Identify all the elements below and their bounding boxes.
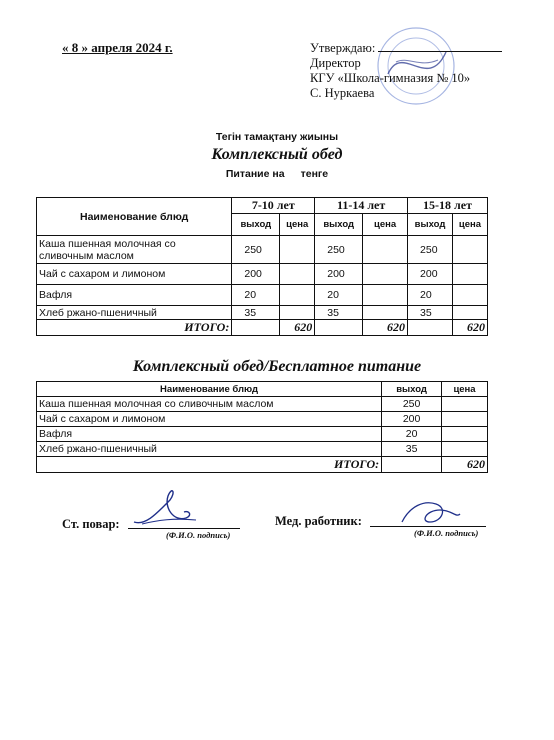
col-header-price: цена (452, 214, 487, 236)
total-label: ИТОГО: (37, 320, 232, 336)
total-label: ИТОГО: (37, 457, 382, 473)
approve-signature-line (378, 40, 502, 52)
age-group-header: 7-10 лет (232, 198, 315, 214)
dish-name: Вафля (37, 427, 382, 442)
dish-output: 250 (315, 236, 363, 264)
medic-label: Мед. работник: (275, 514, 362, 528)
dish-name: Вафля (37, 285, 232, 306)
dish-output: 250 (232, 236, 280, 264)
dish-price (280, 306, 315, 320)
menu-table-free (36, 381, 488, 473)
col-header-name: Наименование блюд (37, 382, 382, 397)
dish-output: 35 (408, 306, 453, 320)
dish-price (452, 285, 487, 306)
age-group-header: 11-14 лет (315, 198, 408, 214)
kazakh-title: Тегін тамақтану жиыны (215, 131, 339, 143)
dish-output: 200 (382, 412, 442, 427)
dish-price (280, 285, 315, 306)
total-price: 620 (363, 320, 408, 336)
approval-block (310, 40, 520, 101)
dish-price (280, 264, 315, 285)
dish-price (442, 412, 488, 427)
approver-name: С. Нуркаева (310, 86, 375, 100)
section-title: Комплексный обед/Бесплатное питание (132, 358, 422, 375)
price-line (0, 168, 554, 180)
dish-price (363, 236, 408, 264)
total-price: 620 (442, 457, 488, 473)
dish-name: Хлеб ржано-пшеничный (37, 442, 382, 457)
dish-price (280, 236, 315, 264)
table-row (37, 306, 488, 320)
table-row (37, 427, 488, 442)
total-row (37, 320, 488, 336)
medic-signature-caption: (Ф.И.О. подпись) (414, 528, 479, 538)
table-row (37, 285, 488, 306)
dish-price (442, 442, 488, 457)
col-header-name: Наименование блюд (37, 198, 232, 236)
cook-label: Ст. повар: (62, 517, 120, 531)
table-row (37, 412, 488, 427)
price-unit: тенге (300, 168, 329, 180)
menu-table-paid (36, 197, 488, 336)
dish-output: 20 (382, 427, 442, 442)
dish-output: 20 (315, 285, 363, 306)
dish-output: 20 (408, 285, 453, 306)
dish-price (442, 427, 488, 442)
dish-price (452, 306, 487, 320)
dish-output: 35 (232, 306, 280, 320)
dish-price (363, 285, 408, 306)
dish-name: Чай с сахаром и лимоном (37, 264, 232, 285)
dish-price (363, 264, 408, 285)
approver-position: Директор (310, 56, 361, 70)
price-label: Питание на (225, 168, 285, 180)
table-row (37, 264, 488, 285)
col-header-price: цена (280, 214, 315, 236)
dish-output: 200 (408, 264, 453, 285)
col-header-output: выход (232, 214, 280, 236)
document-date: « 8 » апреля 2024 г. (62, 40, 173, 55)
table-row (37, 442, 488, 457)
dish-output: 250 (382, 397, 442, 412)
dish-name: Чай с сахаром и лимоном (37, 412, 382, 427)
medic-signature (396, 492, 466, 532)
approve-label: Утверждаю: (310, 41, 376, 55)
total-row (37, 457, 488, 473)
col-header-output: выход (382, 382, 442, 397)
total-price: 620 (280, 320, 315, 336)
total-price: 620 (452, 320, 487, 336)
dish-price (363, 306, 408, 320)
approver-organization: КГУ «Школа-гимназия № 10» (310, 71, 471, 85)
col-header-price: цена (363, 214, 408, 236)
dish-price (442, 397, 488, 412)
dish-name: Хлеб ржано-пшеничный (37, 306, 232, 320)
table-row (37, 397, 488, 412)
dish-price (452, 236, 487, 264)
dish-output: 35 (382, 442, 442, 457)
dish-output: 250 (408, 236, 453, 264)
col-header-output: выход (315, 214, 363, 236)
dish-name: Каша пшенная молочная со сливочным маслом (37, 397, 382, 412)
col-header-output: выход (408, 214, 453, 236)
dish-output: 200 (232, 264, 280, 285)
table-row (37, 236, 488, 264)
dish-name: Каша пшенная молочная со сливочным маслом (37, 236, 232, 264)
col-header-price: цена (442, 382, 488, 397)
dish-output: 20 (232, 285, 280, 306)
cook-signature (128, 482, 202, 536)
page-title: Комплексный обед (211, 146, 343, 163)
dish-output: 35 (315, 306, 363, 320)
dish-output: 200 (315, 264, 363, 285)
dish-price (452, 264, 487, 285)
age-group-header: 15-18 лет (408, 198, 488, 214)
cook-signature-caption: (Ф.И.О. подпись) (166, 530, 231, 540)
